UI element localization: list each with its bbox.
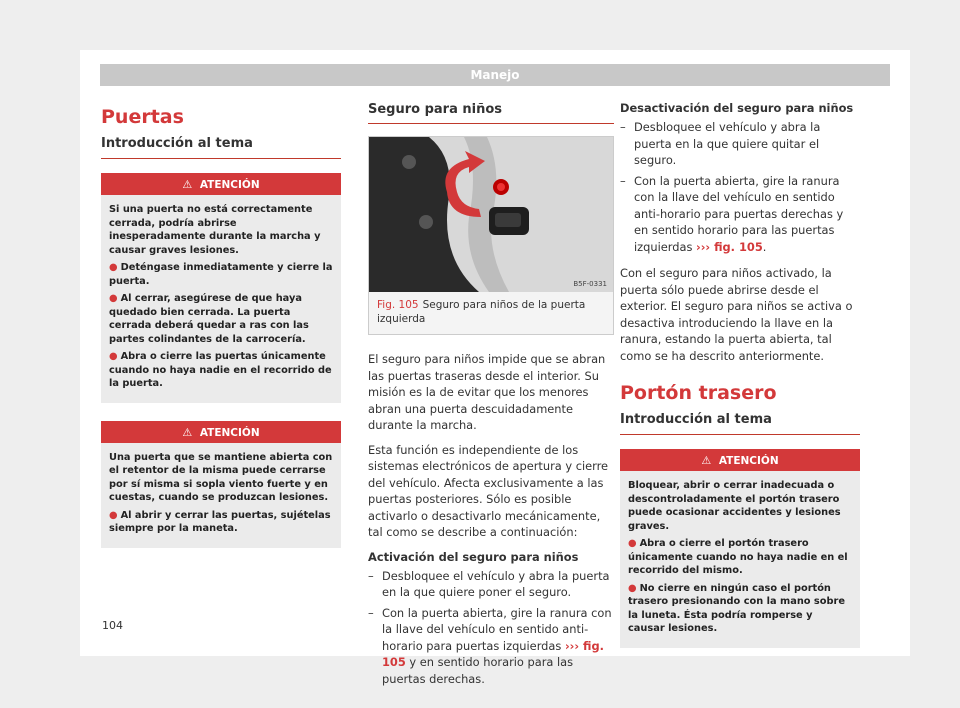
deactivation-step: – Con la puerta abierta, gire la ranura con la llave del vehículo en sentido anti-horario para puertas derechas y en sentido horario para las puertas izquierdas ››› fig. 105. — [620, 173, 860, 256]
door-lock-illustration — [369, 137, 613, 292]
bullet-icon: ● — [109, 509, 118, 521]
paragraph: Con el seguro para niños activado, la puerta sólo puede abrirse desde el exterior. El seguro para niños se activa o desactiva introduciendo la llave en la ranura, estando la puerta abierta, tal como se ha descrito anteriormente. — [620, 266, 853, 363]
warning-bullet: ● No cierre en ningún caso el portón trasero presionando con la mano sobre la luneta. Ésta podría romperse y causar lesiones. — [628, 582, 845, 634]
warning-header — [101, 175, 341, 195]
middle-column — [368, 96, 614, 691]
figure-reference-link[interactable]: ››› fig. 105 — [382, 638, 604, 669]
figure-reference-link[interactable]: ››› fig. 105 — [696, 239, 763, 254]
manual-page — [80, 50, 910, 686]
warning-title: ATENCIÓN — [718, 455, 779, 467]
activation-step: – Con la puerta abierta, gire la ranura con la llave del vehículo en sentido anti-horario para puertas izquierdas ››› fig. 105 y en sentido horario para las puertas derechas. — [368, 605, 614, 688]
bullet-icon: ● — [109, 351, 118, 362]
warning-intro: Una puerta que se mantiene abierta con el retentor de la misma puede cerrarse por sí misma si sopla viento fuerte y en cuestas, cuando se produzcan lesiones. — [109, 451, 333, 503]
warning-triangle-icon: ⚠ — [182, 425, 193, 439]
paragraph: El seguro para niños impide que se abran las puertas traseras desde el interior. Su misión es la de evitar que los menores abran una puerta descuidadamente durante la marcha. — [368, 352, 606, 432]
activation-step: – Desbloquee el vehículo y abra la puerta en la que quiere poner el seguro. — [368, 568, 614, 601]
bullet-icon: ● — [628, 538, 637, 549]
figure-caption — [369, 292, 613, 334]
warning-intro: Bloquear, abrir o cerrar inadecuada o descontroladamente el portón trasero puede ocasionar accidentes y lesiones graves. — [628, 480, 841, 532]
deactivation-step: – Desbloquee el vehículo y abra la puerta en la que quiere quitar el seguro. — [620, 119, 860, 169]
figure-caption-text: Seguro para niños de la puerta izquierda — [377, 299, 586, 325]
section-title-puertas: Puertas — [101, 106, 184, 128]
deactivation-title: Desactivación del seguro para niños — [620, 101, 854, 115]
section-title-seguro: Seguro para niños — [368, 102, 614, 124]
figure-code: B5F-0331 — [573, 280, 607, 288]
warning-intro: Si una puerta no está correctamente cerrada, podría abrirse inesperadamente durante la marcha y causar graves lesiones. — [109, 204, 321, 256]
warning-bullet: ● Al cerrar, asegúrese de que haya quedado bien cerrada. La puerta cerrada deberá quedar a ras con las partes colindantes de la carrocería. — [109, 293, 309, 345]
warning-bullet: ● Abra o cierre las puertas únicamente cuando no haya nadie en el recorrido de la puerta. — [109, 351, 332, 389]
warning-title: ATENCIÓN — [199, 426, 260, 439]
warning-box-1 — [101, 173, 341, 403]
bullet-icon: ● — [109, 293, 118, 304]
warning-bullet: ● Abra o cierre el portón trasero únicamente cuando no haya nadie en el recorrido del mismo. — [628, 538, 848, 576]
subsection-title-intro: Introducción al tema — [620, 412, 860, 435]
right-column — [620, 96, 860, 648]
bullet-icon: ● — [109, 262, 118, 273]
bullet-icon: ● — [628, 582, 637, 594]
warning-triangle-icon: ⚠ — [701, 454, 712, 467]
warning-box-2 — [101, 421, 341, 548]
figure-label: Fig. 105 — [377, 299, 419, 311]
chapter-title: Manejo — [470, 68, 520, 82]
paragraph: Esta función es independiente de los sistemas electrónicos de apertura y cierre del vehículo. Afecta exclusivamente a las puertas posteriores. Sólo es posible activarlo o desactivarlo mecánicamente, tal como se describe a continuación: — [368, 442, 609, 539]
chapter-header — [100, 64, 890, 86]
page-number: 104 — [102, 619, 123, 632]
warning-box-3 — [620, 449, 860, 648]
subsection-title-intro: Introducción al tema — [101, 136, 341, 159]
left-column — [101, 96, 341, 548]
warning-bullet: ● Deténgase inmediatamente y cierre la puerta. — [109, 262, 333, 287]
warning-triangle-icon: ⚠ — [182, 178, 193, 191]
door-lock-drawing — [369, 137, 613, 292]
warning-header — [620, 451, 860, 471]
figure-105 — [368, 136, 614, 335]
section-title-porton: Portón trasero — [620, 382, 777, 404]
warning-title: ATENCIÓN — [199, 179, 260, 191]
activation-title: Activación del seguro para niños — [368, 549, 579, 564]
warning-header — [101, 423, 341, 443]
warning-bullet: ● Al abrir y cerrar las puertas, sujételas siempre por la maneta. — [109, 509, 331, 534]
